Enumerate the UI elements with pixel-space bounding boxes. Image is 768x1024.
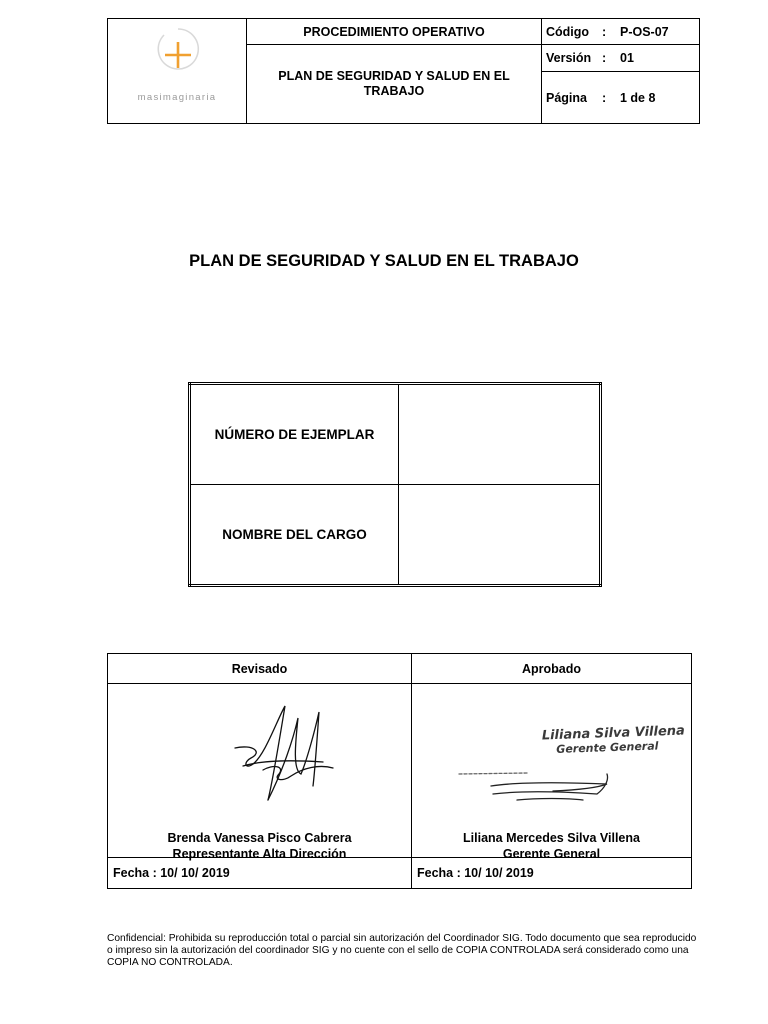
document-header xyxy=(107,18,700,124)
copy-number-label: NÚMERO DE EJEMPLAR xyxy=(190,384,399,485)
version-separator: : xyxy=(602,51,607,65)
page-value: 1 de 8 xyxy=(620,90,656,105)
document-type: PROCEDIMIENTO OPERATIVO xyxy=(247,19,542,45)
reviewer-role: Representante Alta Dirección xyxy=(172,847,347,861)
copy-control-box xyxy=(188,382,602,587)
stamp-role: Gerente General xyxy=(556,739,659,756)
version-value: 01 xyxy=(620,51,634,65)
code-cell xyxy=(542,19,700,45)
reviewer-signature-icon xyxy=(223,700,343,810)
logo-cell xyxy=(108,19,247,124)
header-title xyxy=(247,45,542,124)
page-cell xyxy=(542,72,700,124)
reviewed-date: Fecha : 10/ 10/ 2019 xyxy=(108,858,412,889)
logo-text: masimaginaria xyxy=(137,92,217,103)
approval-table xyxy=(107,653,692,889)
page-label: Página xyxy=(546,90,587,105)
reviewer-block xyxy=(108,830,411,862)
approver-name: Liliana Mercedes Silva Villena xyxy=(463,831,640,845)
confidentiality-notice: Confidencial: Prohibida su reproducción total o parcial sin autorización del Coordinador SIG. Todo documento que sea reproducido o impreso sin la autorización del coordinador SIG y no cuente con el sello de COPIA CONTROLADA será considerado como una COPIA NO CONTROLADA. xyxy=(107,933,697,968)
approved-date: Fecha : 10/ 10/ 2019 xyxy=(412,858,692,889)
reviewed-header: Revisado xyxy=(108,654,412,684)
position-label: NOMBRE DEL CARGO xyxy=(190,485,399,586)
approver-signature-icon xyxy=(457,770,627,810)
company-logo xyxy=(108,19,246,123)
approver-block xyxy=(412,830,691,862)
position-value xyxy=(399,485,601,586)
approved-header: Aprobado xyxy=(412,654,692,684)
version-cell xyxy=(542,45,700,72)
version-label: Versión xyxy=(546,51,592,65)
header-title-text: PLAN DE SEGURIDAD Y SALUD EN EL TRABAJO xyxy=(278,69,510,98)
plus-logo-icon xyxy=(156,25,200,87)
reviewer-signature-cell xyxy=(108,684,412,861)
code-label: Código xyxy=(546,24,590,39)
approver-stamp xyxy=(542,724,686,757)
approver-signature-cell xyxy=(412,684,692,861)
approver-role: Gerente General xyxy=(502,847,601,861)
code-separator: : xyxy=(602,24,607,39)
page-title: PLAN DE SEGURIDAD Y SALUD EN EL TRABAJO xyxy=(189,252,579,270)
page-separator: : xyxy=(602,90,607,105)
code-value: P-OS-07 xyxy=(620,24,669,39)
copy-number-value xyxy=(399,384,601,485)
stamp-name: Liliana Silva Villena xyxy=(541,723,686,744)
reviewer-name: Brenda Vanessa Pisco Cabrera xyxy=(167,831,352,845)
